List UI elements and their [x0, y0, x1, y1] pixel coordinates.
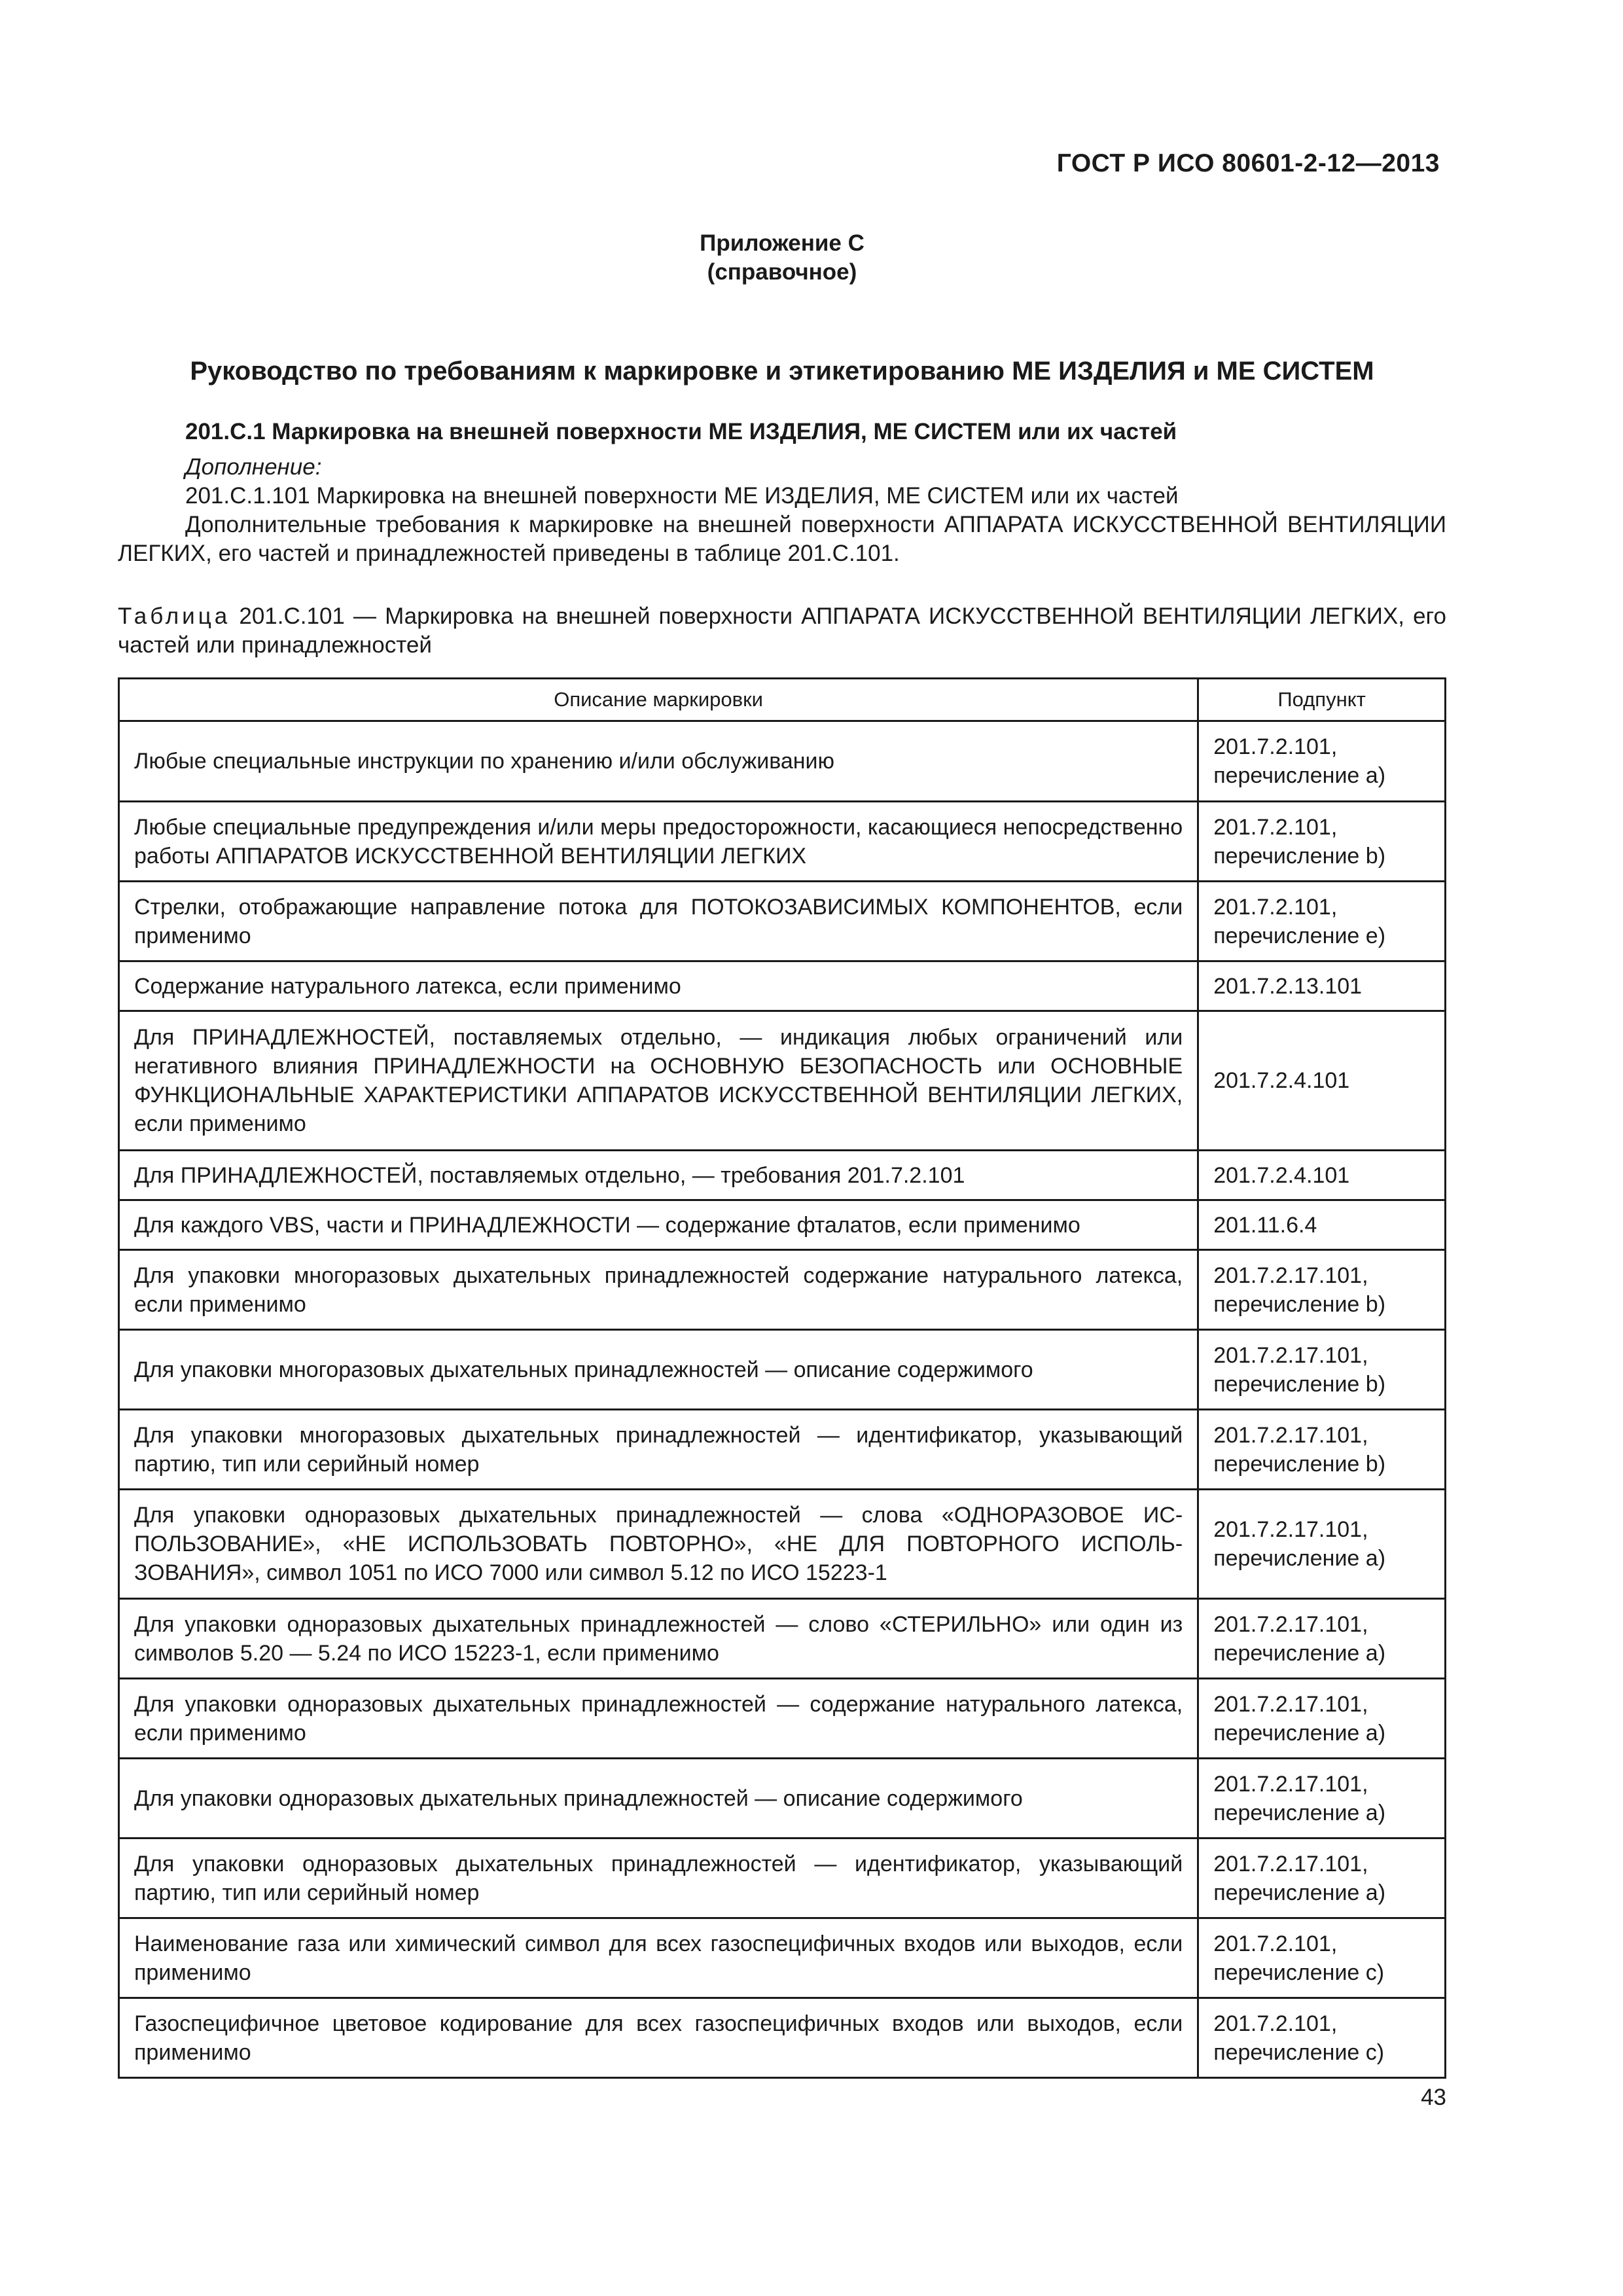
clause-reference: 201.7.2.4.101 — [1198, 1151, 1446, 1200]
marking-description: Любые специальные предупреждения и/или меры предосторожности, касающиеся непосредственно работы АППАРАТОВ ИСКУССТВЕННОЙ ВЕНТИЛЯЦИИ ЛЕГКИХ — [119, 802, 1198, 882]
marking-description: Для упаковки многоразовых дыхательных принадлежностей — идентификатор, указывающий партию, тип или серийный номер — [119, 1410, 1198, 1490]
table-row — [119, 1410, 1446, 1490]
appendix-heading — [0, 229, 1564, 287]
table-caption-label: Таблица — [118, 603, 231, 629]
marking-description: Для упаковки одноразовых дыхательных принадлежностей — слово «СТЕРИЛЬНО» или один из символов 5.20 — 5.24 по ИСО 15223-1, если применимо — [119, 1599, 1198, 1679]
table-caption-text: 201.С.101 — Маркировка на внешней поверхности АППАРАТА ИСКУССТВЕННОЙ ВЕНТИЛЯЦИИ ЛЕГКИХ, его частей или принадлежностей — [118, 603, 1446, 658]
marking-description: Для упаковки одноразовых дыхательных принадлежностей — слова «ОДНОРАЗОВОЕ ИСПОЛЬЗОВАНИЕ», «НЕ ИСПОЛЬЗОВАТЬ ПОВТОРНО», «НЕ ДЛЯ ПОВТОРНОГО ИСПОЛЬЗОВАНИЯ», символ 1051 по ИСО 7000 или символ 5.12 по ИСО 15223-1 — [119, 1490, 1198, 1599]
marking-description: Для каждого VBS, части и ПРИНАДЛЕЖНОСТИ — содержание фталатов, если применимо — [119, 1200, 1198, 1250]
appendix-subtitle: (справочное) — [707, 259, 857, 285]
section-body — [118, 453, 1446, 568]
table-row — [119, 1200, 1446, 1250]
clause-reference: 201.7.2.101, перечисление b) — [1198, 802, 1446, 882]
table-row — [119, 882, 1446, 961]
clause-reference: 201.7.2.17.101, перечисление а) — [1198, 1839, 1446, 1918]
table-row — [119, 1599, 1446, 1679]
clause-reference: 201.7.2.17.101, перечисление а) — [1198, 1679, 1446, 1759]
main-title: Руководство по требованиям к маркировке и этикетированию МЕ ИЗДЕЛИЯ и МЕ СИСТЕМ — [190, 357, 1374, 386]
marking-description: Для упаковки одноразовых дыхательных принадлежностей — содержание натурального латекса, если применимо — [119, 1679, 1198, 1759]
clause-reference: 201.7.2.101, перечисление е) — [1198, 882, 1446, 961]
table-row — [119, 802, 1446, 882]
clause-reference: 201.7.2.101, перечисление а) — [1198, 721, 1446, 802]
table-row — [119, 1998, 1446, 2078]
marking-description: Для упаковки одноразовых дыхательных принадлежностей — идентификатор, указывающий партию, тип или серийный номер — [119, 1839, 1198, 1918]
table-row — [119, 1250, 1446, 1330]
clause-reference: 201.7.2.101, перечисление с) — [1198, 1998, 1446, 2078]
table-row — [119, 1839, 1446, 1918]
marking-description: Газоспецифичное цветовое кодирование для всех газоспецифичных входов или выходов, если применимо — [119, 1998, 1198, 2078]
marking-description: Для ПРИНАДЛЕЖНОСТЕЙ, поставляемых отдельно, — индикация любых ограничений или негативного влияния ПРИНАДЛЕЖНОСТИ на ОСНОВНУЮ БЕЗОПАСНОСТЬ или ОСНОВНЫЕ ФУНКЦИОНАЛЬНЫЕ ХАРАКТЕРИСТИКИ АППАРАТОВ ИСКУССТВЕННОЙ ВЕНТИЛЯЦИИ ЛЕГКИХ, если применимо — [119, 1011, 1198, 1151]
clause-reference: 201.11.6.4 — [1198, 1200, 1446, 1250]
table-caption — [118, 602, 1446, 660]
table-row — [119, 1679, 1446, 1759]
marking-description: Для упаковки многоразовых дыхательных принадлежностей — описание содержимого — [119, 1330, 1198, 1410]
table-row — [119, 1151, 1446, 1200]
clause-reference: 201.7.2.17.101, перечисление b) — [1198, 1330, 1446, 1410]
marking-description: Содержание натурального латекса, если применимо — [119, 961, 1198, 1011]
subsection-title: 201.С.1.101 Маркировка на внешней поверхности МЕ ИЗДЕЛИЯ, МЕ СИСТЕМ или их частей — [185, 483, 1179, 509]
addition-label: Дополнение: — [185, 454, 322, 480]
marking-description: Для упаковки одноразовых дыхательных принадлежностей — описание содержимого — [119, 1759, 1198, 1839]
table-row — [119, 1011, 1446, 1151]
section-paragraph: Дополнительные требования к маркировке на внешней поверхности АППАРАТА ИСКУССТВЕННОЙ ВЕНТИЛЯЦИИ ЛЕГКИХ, его частей и принадлежностей приведены в таблице 201.С.101. — [118, 512, 1446, 566]
marking-description: Для ПРИНАДЛЕЖНОСТЕЙ, поставляемых отдельно, — требования 201.7.2.101 — [119, 1151, 1198, 1200]
table-header-row — [119, 679, 1446, 721]
marking-description: Любые специальные инструкции по хранению и/или обслуживанию — [119, 721, 1198, 802]
section-heading: 201.С.1 Маркировка на внешней поверхности МЕ ИЗДЕЛИЯ, МЕ СИСТЕМ или их частей — [185, 419, 1177, 444]
clause-reference: 201.7.2.17.101, перечисление а) — [1198, 1759, 1446, 1839]
appendix-title: Приложение С — [700, 230, 865, 256]
clause-reference: 201.7.2.17.101, перечисление а) — [1198, 1599, 1446, 1679]
clause-reference: 201.7.2.13.101 — [1198, 961, 1446, 1011]
table-row — [119, 1918, 1446, 1998]
table-row — [119, 961, 1446, 1011]
clause-reference: 201.7.2.101, перечисление с) — [1198, 1918, 1446, 1998]
table-row — [119, 1759, 1446, 1839]
column-header-clause: Подпункт — [1198, 679, 1446, 721]
marking-description: Для упаковки многоразовых дыхательных принадлежностей содержание натурального латекса, если применимо — [119, 1250, 1198, 1330]
marking-table — [118, 677, 1446, 2079]
page-number: 43 — [1421, 2085, 1446, 2110]
table-row — [119, 721, 1446, 802]
table-row — [119, 1330, 1446, 1410]
table-row — [119, 1490, 1446, 1599]
clause-reference: 201.7.2.17.101, перечисление b) — [1198, 1410, 1446, 1490]
clause-reference: 201.7.2.17.101, перечисление а) — [1198, 1490, 1446, 1599]
marking-description: Стрелки, отображающие направление потока для ПОТОКОЗАВИСИМЫХ КОМПОНЕНТОВ, если применимо — [119, 882, 1198, 961]
clause-reference: 201.7.2.4.101 — [1198, 1011, 1446, 1151]
standard-designation: ГОСТ Р ИСО 80601-2-12—2013 — [1056, 149, 1440, 177]
column-header-description: Описание маркировки — [119, 679, 1198, 721]
clause-reference: 201.7.2.17.101, перечисление b) — [1198, 1250, 1446, 1330]
marking-description: Наименование газа или химический символ для всех газоспецифичных входов или выходов, если применимо — [119, 1918, 1198, 1998]
